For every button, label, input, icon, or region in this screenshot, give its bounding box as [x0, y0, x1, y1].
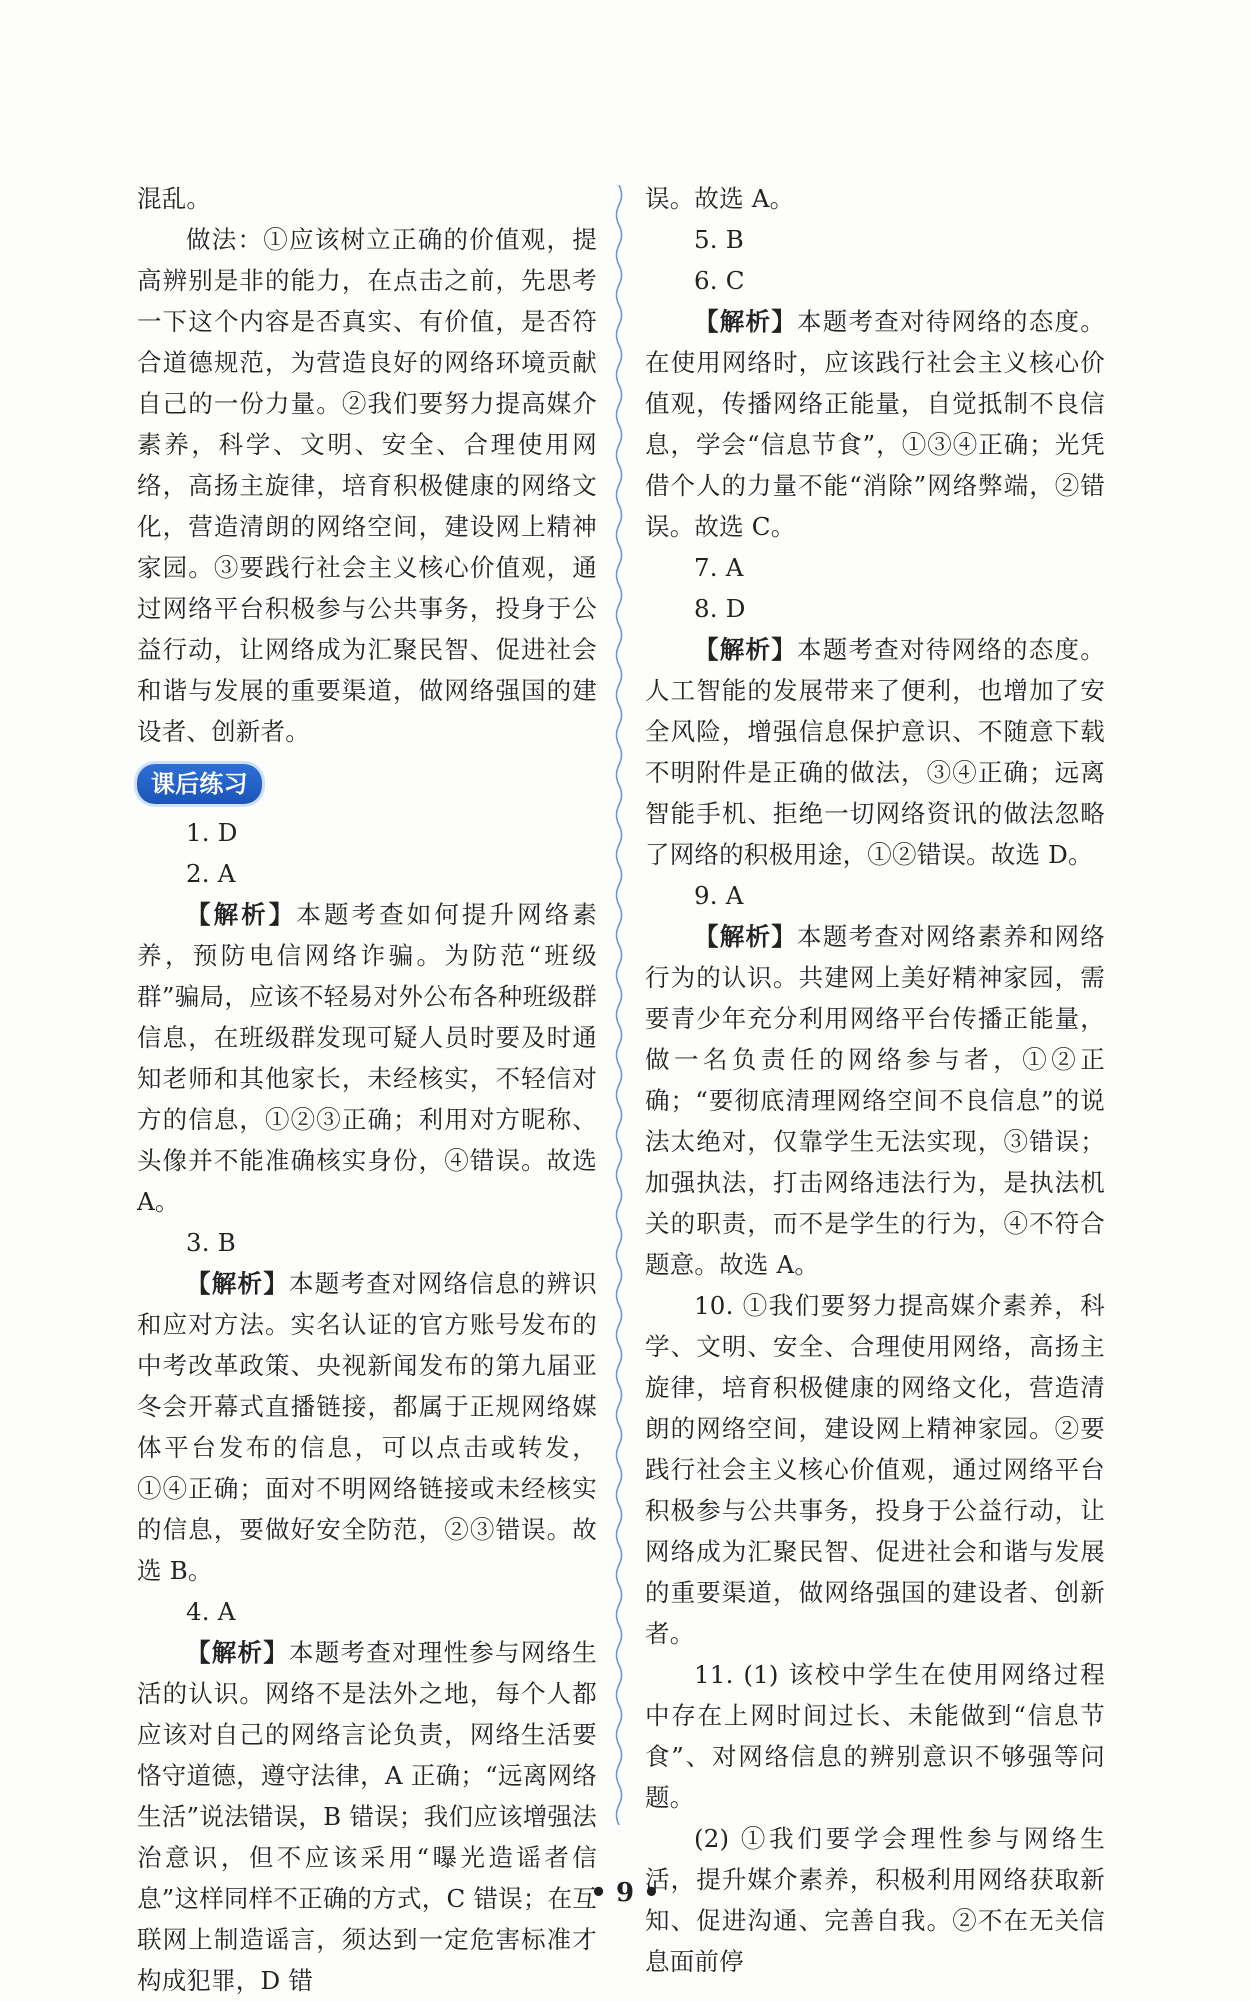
explanation-text: 本题考查对理性参与网络生活的认识。网络不是法外之地，每个人都应该对自己的网络言论负责，网络生活要恪守道德，遵守法律，A 正确；“远离网络生活”说法错误，B 错误；我们应该增强法治意识，但不应该采用“曝光造谣者信息”这样同样不正确的方式，C 错误；在互联网上制造谣言，须达到一定危害标准才构成犯罪，D 错: [137, 1638, 597, 1995]
answer-5: 5. B: [694, 225, 744, 254]
explanation-text: 本题考查对待网络的态度。在使用网络时，应该践行社会主义核心价值观，传播网络正能量，自觉抵制不良信息，学会“信息节食”，①③④正确；光凭借个人的力量不能“消除”网络弊端，②错误。故选 C。: [645, 307, 1105, 541]
page-number: • 9 •: [590, 1878, 660, 1908]
explanation-tag: 【解析】: [694, 307, 798, 336]
answer-1: 1. D: [186, 818, 238, 847]
answer-10: 10. ①我们要努力提高媒介素养，科学、文明、安全、合理使用网络，高扬主旋律，培育积极健康的网络文化，营造清朗的网络空间，建设网上精神家园。②要践行社会主义核心价值观，通过网络平台积极参与公共事务，投身于公益行动，让网络成为汇聚民智、促进社会和谐与发展的重要渠道，做网络强国的建设者、创新者。: [645, 1291, 1105, 1648]
explanation-tag: 【解析】: [694, 635, 798, 664]
answer-11-part-2: (2) ①我们要学会理性参与网络生活，提升媒介素养，积极利用网络获取新知、促进沟通、完善自我。②不在无关信息面前停: [645, 1824, 1105, 1976]
answer-6: 6. C: [694, 266, 745, 295]
explanation-4: [137, 1632, 597, 2001]
explanation-tag: 【解析】: [694, 922, 798, 951]
paragraph-continuation: 误。故选 A。: [645, 184, 795, 213]
explanation-text: 本题考查如何提升网络素养，预防电信网络诈骗。为防范“班级群”骗局，应该不轻易对外公布各种班级群信息，在班级群发现可疑人员时要及时通知老师和其他家长，未经核实，不轻信对方的信息，①②③正确；利用对方昵称、头像并不能准确核实身份，④错误。故选 A。: [137, 900, 597, 1216]
paragraph-method: 做法：①应该树立正确的价值观，提高辨别是非的能力，在点击之前，先思考一下这个内容是否真实、有价值，是否符合道德规范，为营造良好的网络环境贡献自己的一份力量。②我们要努力提高媒介素养，科学、文明、安全、合理使用网络，高扬主旋律，培育积极健康的网络文化，营造清朗的网络空间，建设网上精神家园。③要践行社会主义核心价值观，通过网络平台积极参与公共事务，投身于公益行动，让网络成为汇聚民智、促进社会和谐与发展的重要渠道，做网络强国的建设者、创新者。: [137, 225, 597, 746]
answer-4: 4. A: [186, 1597, 236, 1626]
explanation-2: [137, 894, 597, 1222]
answer-7: 7. A: [694, 553, 744, 582]
explanation-9: [645, 916, 1105, 1285]
explanation-tag: 【解析】: [186, 1638, 290, 1667]
answer-3: 3. B: [186, 1228, 236, 1257]
explanation-text: 本题考查对待网络的态度。人工智能的发展带来了便利，也增加了安全风险，增强信息保护意识、不随意下载不明附件是正确的做法，③④正确；远离智能手机、拒绝一切网络资讯的做法忽略了网络的积极用途，①②错误。故选 D。: [645, 635, 1105, 869]
explanation-6: [645, 301, 1105, 547]
explanation-tag: 【解析】: [186, 1269, 290, 1298]
answer-11-part-1: 11. (1) 该校中学生在使用网络过程中存在上网时间过长、未能做到“信息节食”、对网络信息的辨别意识不够强等问题。: [645, 1660, 1105, 1812]
column-divider: [612, 185, 626, 1825]
answer-2: 2. A: [186, 859, 236, 888]
explanation-text: 本题考查对网络信息的辨识和应对方法。实名认证的官方账号发布的中考改革政策、央视新闻发布的第九届亚冬会开幕式直播链接，都属于正规网络媒体平台发布的信息，可以点击或转发，①④正确；面对不明网络链接或未经核实的信息，要做好安全防范，②③错误。故选 B。: [137, 1269, 597, 1585]
explanation-8: [645, 629, 1105, 875]
explanation-tag: 【解析】: [186, 900, 297, 929]
explanation-3: [137, 1263, 597, 1591]
section-badge: 课后练习: [137, 764, 262, 804]
paragraph-continuation: 混乱。: [137, 184, 212, 213]
answer-8: 8. D: [694, 594, 746, 623]
right-column: [645, 178, 1105, 1982]
answer-9: 9. A: [694, 881, 744, 910]
left-column: [137, 178, 597, 2001]
explanation-text: 本题考查对网络素养和网络行为的认识。共建网上美好精神家园，需要青少年充分利用网络平台传播正能量，做一名负责任的网络参与者，①②正确；“要彻底清理网络空间不良信息”的说法太绝对，仅靠学生无法实现，③错误；加强执法，打击网络违法行为，是执法机关的职责，而不是学生的行为，④不符合题意。故选 A。: [645, 922, 1105, 1279]
